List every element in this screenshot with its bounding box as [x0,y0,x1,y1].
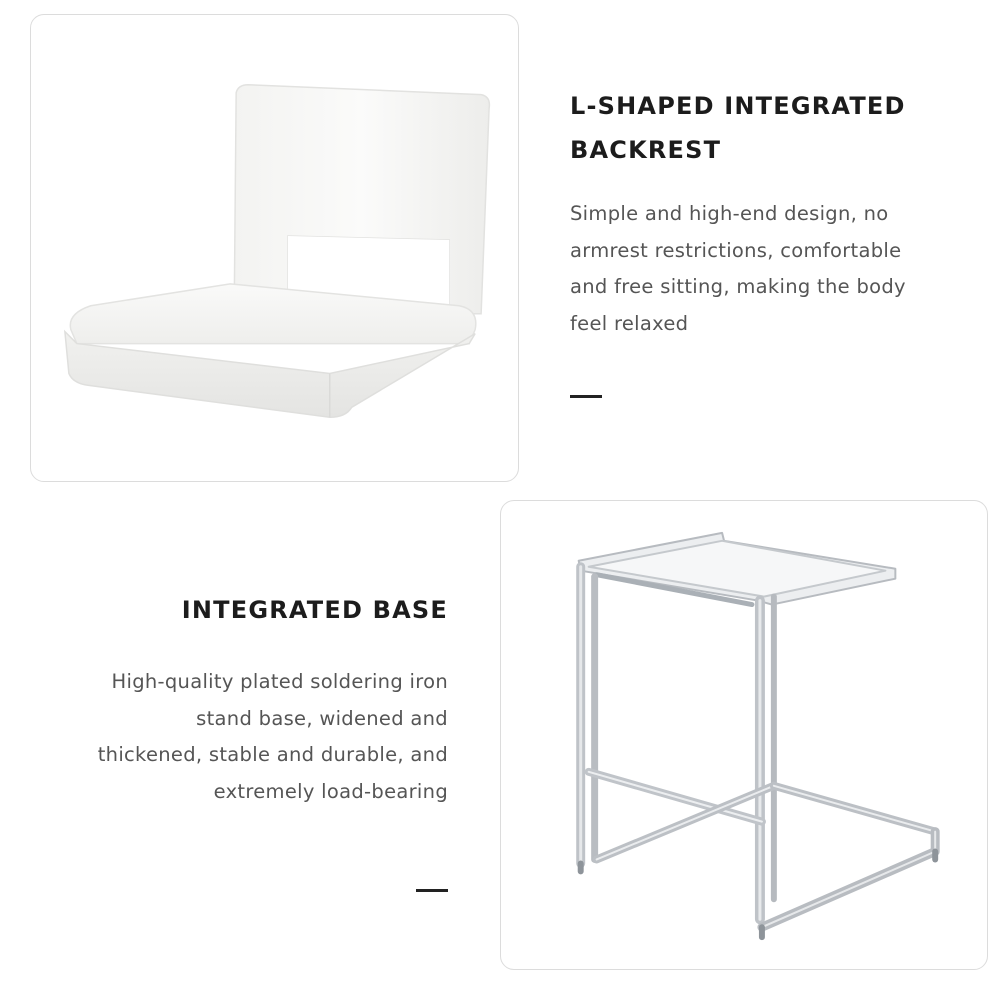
base-desc-line: extremely load-bearing [213,779,448,803]
backrest-description [570,196,950,342]
backrest-divider-dash [570,395,602,398]
white-seat-illustration [31,15,518,481]
seat-image-card [30,14,519,482]
backrest-desc-line: and free sitting, making the body [570,275,906,298]
backrest-title-line1: L-SHAPED INTEGRATED [570,92,906,120]
base-desc-line: stand base, widened and [196,706,448,730]
base-image-card [500,500,988,970]
seat-cushion-front [65,332,475,418]
chrome-base-illustration [501,501,987,969]
base-desc-line: thickened, stable and durable, and [97,743,448,766]
base-divider-dash [416,889,448,892]
backrest-desc-line: armrest restrictions, comfortable [570,238,902,262]
backrest-desc-line: feel relaxed [570,311,689,335]
base-title: INTEGRATED BASE [181,596,448,624]
base-description [40,664,448,810]
backrest-title [570,84,970,172]
chrome-frame [579,533,935,937]
base-desc-line: High-quality plated soldering iron [111,670,448,693]
backrest-desc-line: Simple and high-end design, no [570,202,889,225]
backrest-title-line2: BACKREST [570,136,722,164]
